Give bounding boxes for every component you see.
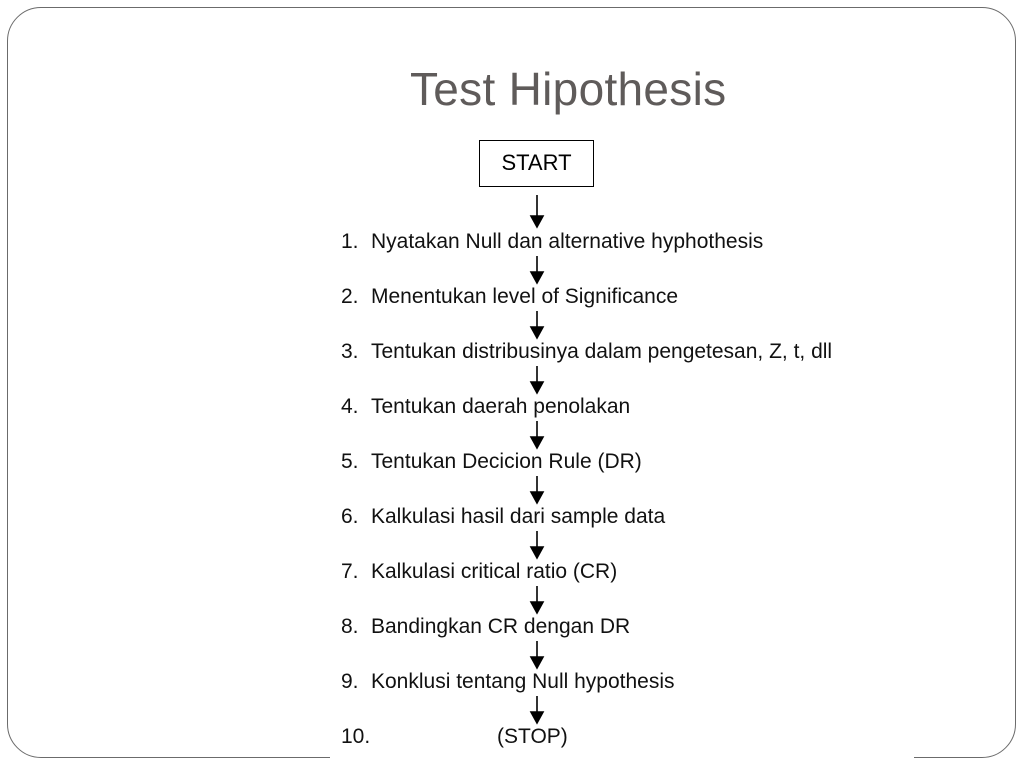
- step-number: 4.: [341, 395, 359, 418]
- arrow-head: [531, 382, 543, 393]
- step-4: [341, 395, 630, 419]
- step-3: [341, 340, 832, 364]
- step-text: (STOP): [497, 725, 568, 748]
- arrow-head: [531, 657, 543, 668]
- arrow-head: [531, 327, 543, 338]
- step-number: 9.: [341, 670, 359, 693]
- start-box: START: [479, 140, 594, 187]
- arrow-head: [531, 437, 543, 448]
- step-9: [341, 670, 675, 694]
- step-1: [341, 230, 763, 254]
- step-text: Bandingkan CR dengan DR: [371, 615, 631, 638]
- step-number: 10.: [341, 725, 371, 748]
- step-10: [341, 725, 568, 749]
- step-number: 6.: [341, 505, 359, 528]
- step-number: 5.: [341, 450, 359, 473]
- step-text: Nyatakan Null dan alternative hyphothesis: [371, 230, 764, 253]
- step-text: Kalkulasi hasil dari sample data: [371, 505, 666, 528]
- step-number: 7.: [341, 560, 359, 583]
- arrow-head: [531, 216, 543, 227]
- step-text: Tentukan daerah penolakan: [371, 395, 631, 418]
- flowchart: [330, 134, 914, 768]
- step-text: Kalkulasi critical ratio (CR): [371, 560, 618, 583]
- step-7: [341, 560, 617, 584]
- step-text: Tentukan Decicion Rule (DR): [371, 450, 642, 473]
- step-number: 8.: [341, 615, 359, 638]
- arrow-head: [531, 602, 543, 613]
- step-2: [341, 285, 678, 309]
- slide-title: Test Hipothesis: [410, 63, 727, 115]
- step-text: Menentukan level of Significance: [371, 285, 679, 308]
- arrow-head: [531, 547, 543, 558]
- arrow-head: [531, 272, 543, 283]
- step-number: 3.: [341, 340, 359, 363]
- arrow-head: [531, 712, 543, 723]
- step-8: [341, 615, 630, 639]
- step-6: [341, 505, 665, 529]
- step-text: Tentukan distribusinya dalam pengetesan, Z, t, dll: [371, 340, 833, 363]
- step-5: [341, 450, 642, 474]
- step-number: 2.: [341, 285, 359, 308]
- step-text: Konklusi tentang Null hypothesis: [371, 670, 675, 693]
- step-number: 1.: [341, 230, 359, 253]
- arrow-head: [531, 492, 543, 503]
